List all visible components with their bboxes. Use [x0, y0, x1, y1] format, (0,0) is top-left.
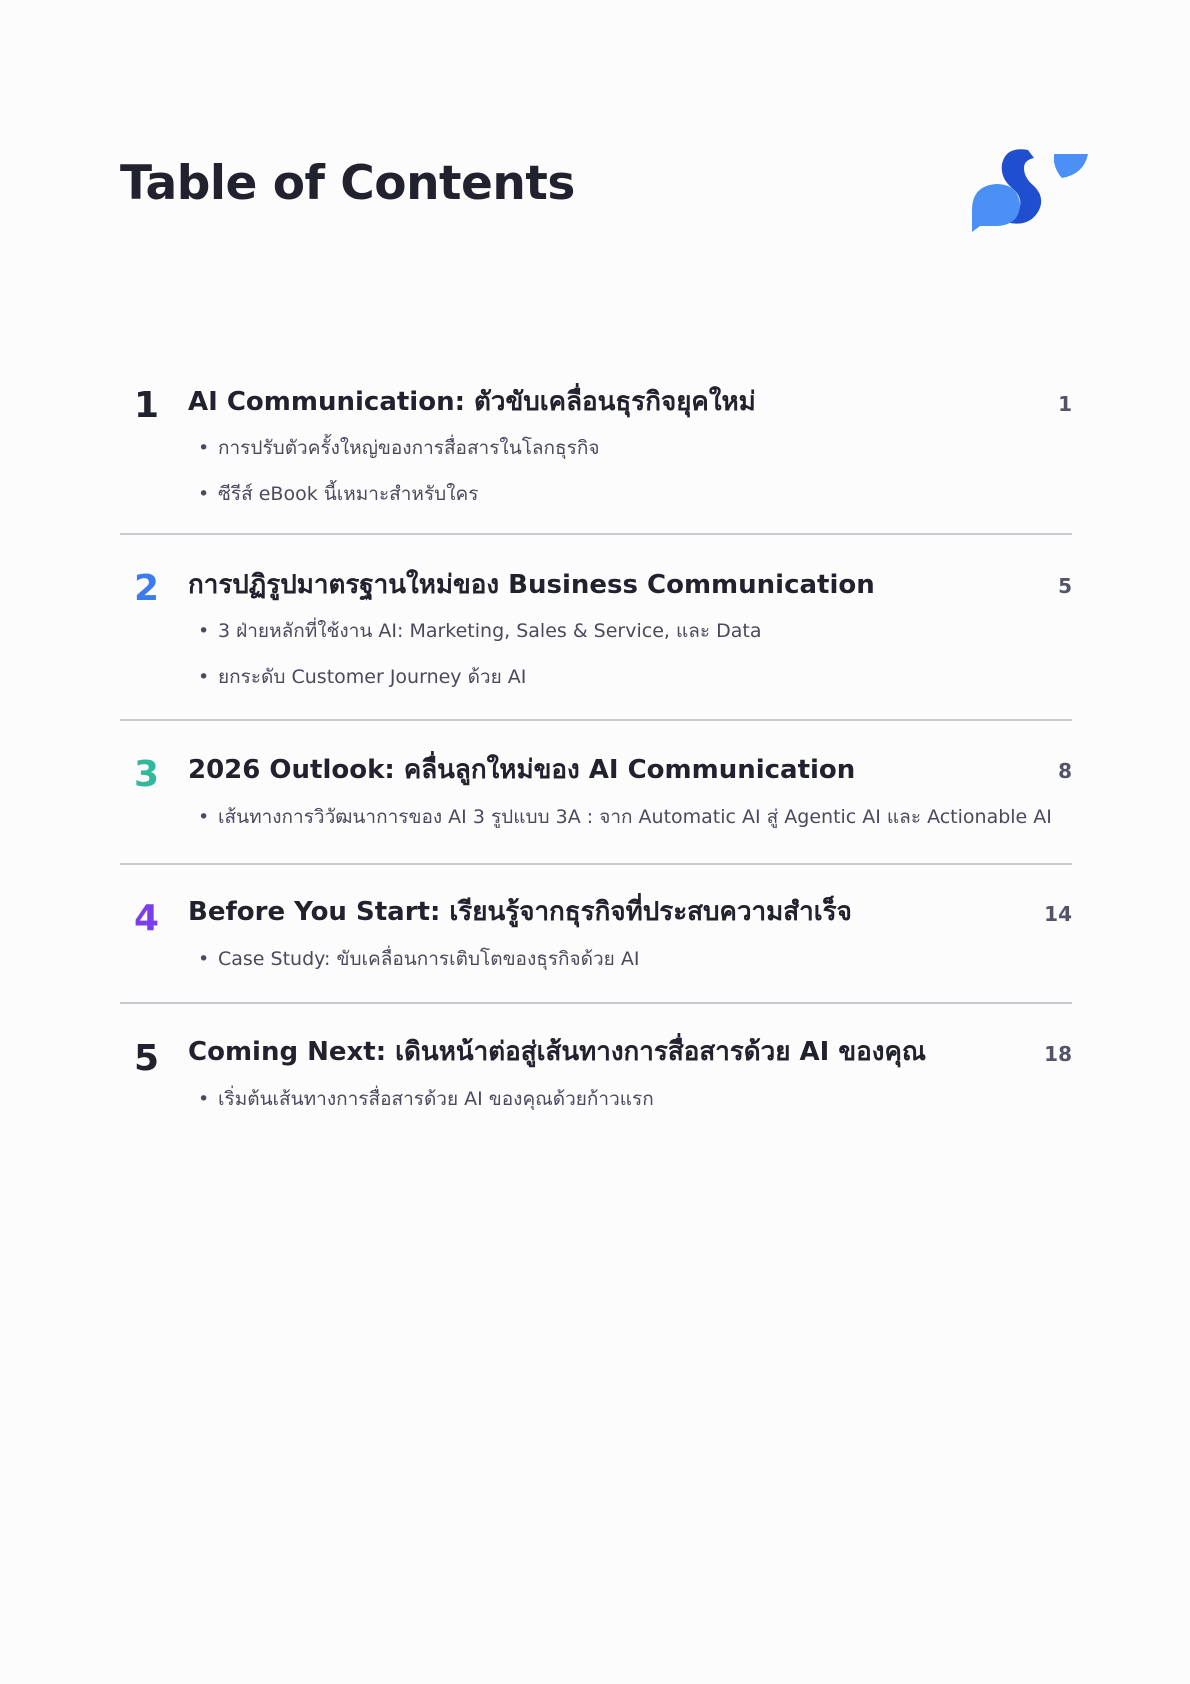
section-divider: [120, 863, 1072, 865]
list-item: • 3 ฝ่ายหลักที่ใช้งาน AI: Marketing, Sales & Service, และ Data: [198, 620, 762, 643]
speech-bubble-s-logo-icon: [968, 148, 1088, 232]
list-item: • เริ่มต้นเส้นทางการสื่อสารด้วย AI ของคุณด้วยก้าวแรก: [198, 1088, 654, 1111]
section-page-number: 14: [1044, 902, 1072, 926]
list-item: • การปรับตัวครั้งใหญ่ของการสื่อสารในโลกธุรกิจ: [198, 437, 599, 460]
section-bullet-list: [198, 806, 1052, 829]
list-item: • เส้นทางการวิวัฒนาการของ AI 3 รูปแบบ 3A : จาก Automatic AI สู่ Agentic AI และ Actionable AI: [198, 806, 1052, 829]
section-title[interactable]: Before You Start: เรียนรู้จากธุรกิจที่ประสบความสำเร็จ: [188, 897, 852, 927]
section-page-number: 1: [1058, 392, 1072, 416]
section-divider: [120, 1002, 1072, 1004]
section-title[interactable]: Coming Next: เดินหน้าต่อสู่เส้นทางการสื่อสารด้วย AI ของคุณ: [188, 1037, 926, 1067]
section-page-number: 18: [1044, 1042, 1072, 1066]
section-number: 2: [134, 568, 160, 609]
section-title[interactable]: 2026 Outlook: คลื่นลูกใหม่ของ AI Communication: [188, 755, 856, 785]
list-item: • Case Study: ขับเคลื่อนการเติบโตของธุรกิจด้วย AI: [198, 948, 639, 971]
section-number: 1: [134, 385, 160, 426]
section-divider: [120, 719, 1072, 721]
section-number: 3: [134, 754, 160, 795]
section-title[interactable]: AI Communication: ตัวขับเคลื่อนธุรกิจยุคใหม่: [188, 387, 756, 417]
section-page-number: 8: [1058, 759, 1072, 783]
section-title[interactable]: การปฏิรูปมาตรฐานใหม่ของ Business Communication: [188, 570, 875, 600]
section-page-number: 5: [1058, 574, 1072, 598]
list-item: • ยกระดับ Customer Journey ด้วย AI: [198, 666, 762, 689]
section-bullet-list: [198, 620, 762, 689]
section-divider: [120, 533, 1072, 535]
list-item: • ซีรีส์ eBook นี้เหมาะสำหรับใคร: [198, 483, 599, 506]
page-title: Table of Contents: [120, 156, 575, 211]
section-bullet-list: [198, 948, 639, 971]
section-number: 4: [134, 898, 160, 939]
section-number: 5: [134, 1038, 160, 1079]
section-bullet-list: [198, 1088, 654, 1111]
section-bullet-list: [198, 437, 599, 506]
